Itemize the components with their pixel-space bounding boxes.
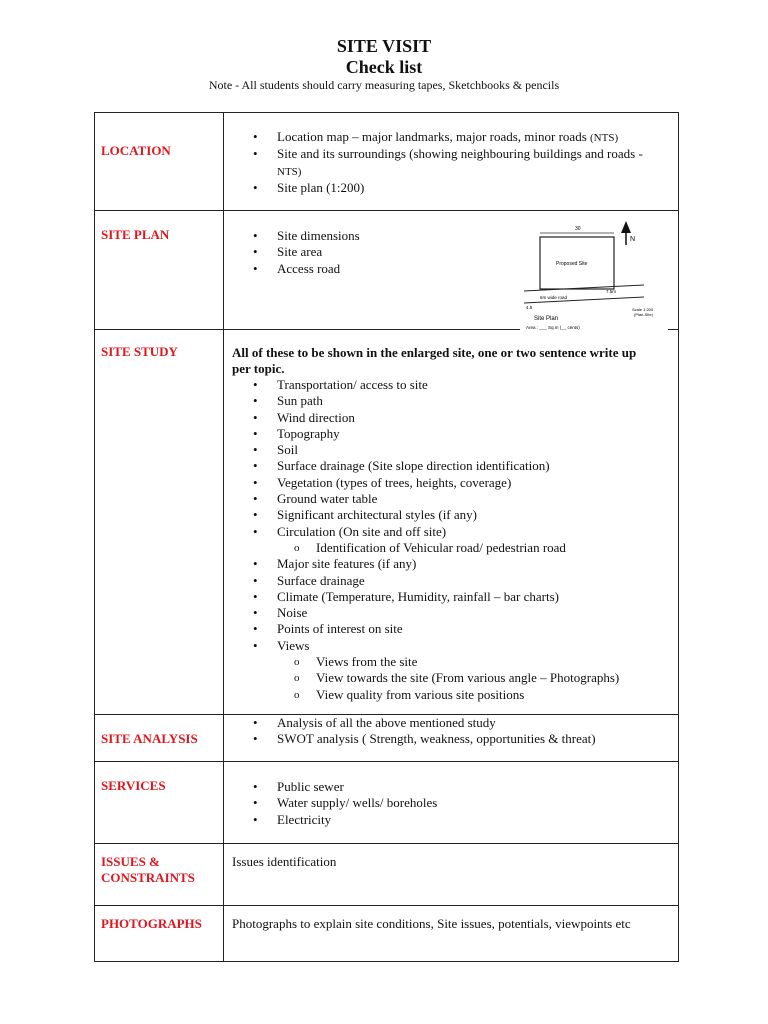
road-width-label: 7.5m	[606, 289, 617, 294]
dimension-label: 30	[575, 226, 581, 232]
list-item: • Topography	[224, 426, 678, 442]
dimension-label: 4.5	[526, 305, 533, 310]
site-label: Proposed Site	[556, 261, 588, 267]
content-photographs	[224, 906, 679, 962]
content-services	[224, 762, 679, 844]
list-item: • Site and its surroundings (showing neighbouring buildings and roads - NTS)	[224, 146, 678, 180]
content-location	[224, 113, 679, 211]
list-item: • Water supply/ wells/ boreholes	[224, 795, 678, 811]
list-item: • Wind direction	[224, 410, 678, 426]
content-site-plan	[224, 211, 679, 330]
row-site-study	[95, 330, 679, 715]
label-text: ISSUES &	[101, 854, 160, 869]
road-label: 6m wide road	[540, 295, 568, 300]
label-issues	[95, 844, 224, 906]
row-site-plan	[95, 211, 679, 330]
issues-text: Issues identification	[232, 854, 337, 869]
list-item: • Site plan (1:200)	[224, 180, 678, 196]
label-text: LOCATION	[101, 143, 171, 158]
row-issues	[95, 844, 679, 906]
page-subtitle: Check list	[345, 57, 423, 77]
label-site-study	[95, 330, 224, 715]
list-item: • Ground water table	[224, 491, 678, 507]
list-item: • Electricity	[224, 812, 678, 828]
scale-label: Scale 1:200	[632, 307, 654, 312]
list-item: • Analysis of all the above mentioned study	[224, 715, 678, 731]
label-text: SITE ANALYSIS	[101, 731, 198, 746]
content-site-study	[224, 330, 679, 715]
list-item: • Points of interest on site	[224, 621, 678, 637]
label-site-analysis	[95, 715, 224, 762]
scale-label: (Plan-Site)	[634, 312, 653, 317]
label-text: PHOTOGRAPHS	[101, 916, 202, 931]
north-label: N	[630, 236, 636, 243]
list-item: • Surface drainage	[224, 573, 678, 589]
list-item: • Vegetation (types of trees, heights, coverage)	[224, 475, 678, 491]
row-location	[95, 113, 679, 211]
list-item: • Surface drainage (Site slope direction identification)	[224, 458, 678, 474]
sub-list-item: o Identification of Vehicular road/ pedestrian road	[269, 540, 678, 556]
list-item: • Access road	[224, 261, 678, 277]
label-location	[95, 113, 224, 211]
list-item: • Circulation (On site and off site)	[224, 524, 678, 540]
site-study-intro: All of these to be shown in the enlarged site, one or two sentence write up per topic.	[232, 345, 637, 376]
list-item: • Major site features (if any)	[224, 556, 678, 572]
label-text: SITE PLAN	[101, 227, 170, 242]
site-plan-sketch	[520, 219, 668, 331]
sketch-caption: Site Plan	[534, 316, 559, 322]
sub-list-item: o View quality from various site positions	[269, 687, 678, 703]
label-services	[95, 762, 224, 844]
row-photographs	[95, 906, 679, 962]
list-item: • Public sewer	[224, 779, 678, 795]
list-item: • Noise	[224, 605, 678, 621]
photographs-text: Photographs to explain site conditions, Site issues, potentials, viewpoints etc	[232, 916, 631, 931]
list-item: • Sun path	[224, 393, 678, 409]
label-text: CONSTRAINTS	[101, 870, 195, 885]
label-photographs	[95, 906, 224, 962]
list-item: • Views	[224, 638, 678, 654]
row-site-analysis	[95, 715, 679, 762]
list-item: • Location map – major landmarks, major roads, minor roads (NTS)	[224, 129, 678, 146]
page-title: SITE VISIT	[336, 36, 432, 56]
list-item: • Climate (Temperature, Humidity, rainfall – bar charts)	[224, 589, 678, 605]
sub-list-item: o View towards the site (From various angle – Photographs)	[269, 670, 678, 686]
note-text: Note - All students should carry measuring tapes, Sketchbooks & pencils	[208, 78, 560, 92]
checklist-table	[94, 112, 679, 962]
row-services	[95, 762, 679, 844]
content-site-analysis	[224, 715, 679, 762]
label-site-plan	[95, 211, 224, 330]
sub-list-item: o Views from the site	[269, 654, 678, 670]
list-item: • Significant architectural styles (if any)	[224, 507, 678, 523]
label-text: SITE STUDY	[101, 344, 178, 359]
area-label: Area : ___ Sq.m (__ cents)	[526, 325, 580, 330]
content-issues	[224, 844, 679, 906]
list-item: • Site dimensions	[224, 228, 678, 244]
list-item: • Soil	[224, 442, 678, 458]
list-item: • SWOT analysis ( Strength, weakness, opportunities & threat)	[224, 731, 678, 747]
list-item: • Transportation/ access to site	[224, 377, 678, 393]
label-text: SERVICES	[101, 778, 166, 793]
list-item: • Site area	[224, 244, 678, 260]
